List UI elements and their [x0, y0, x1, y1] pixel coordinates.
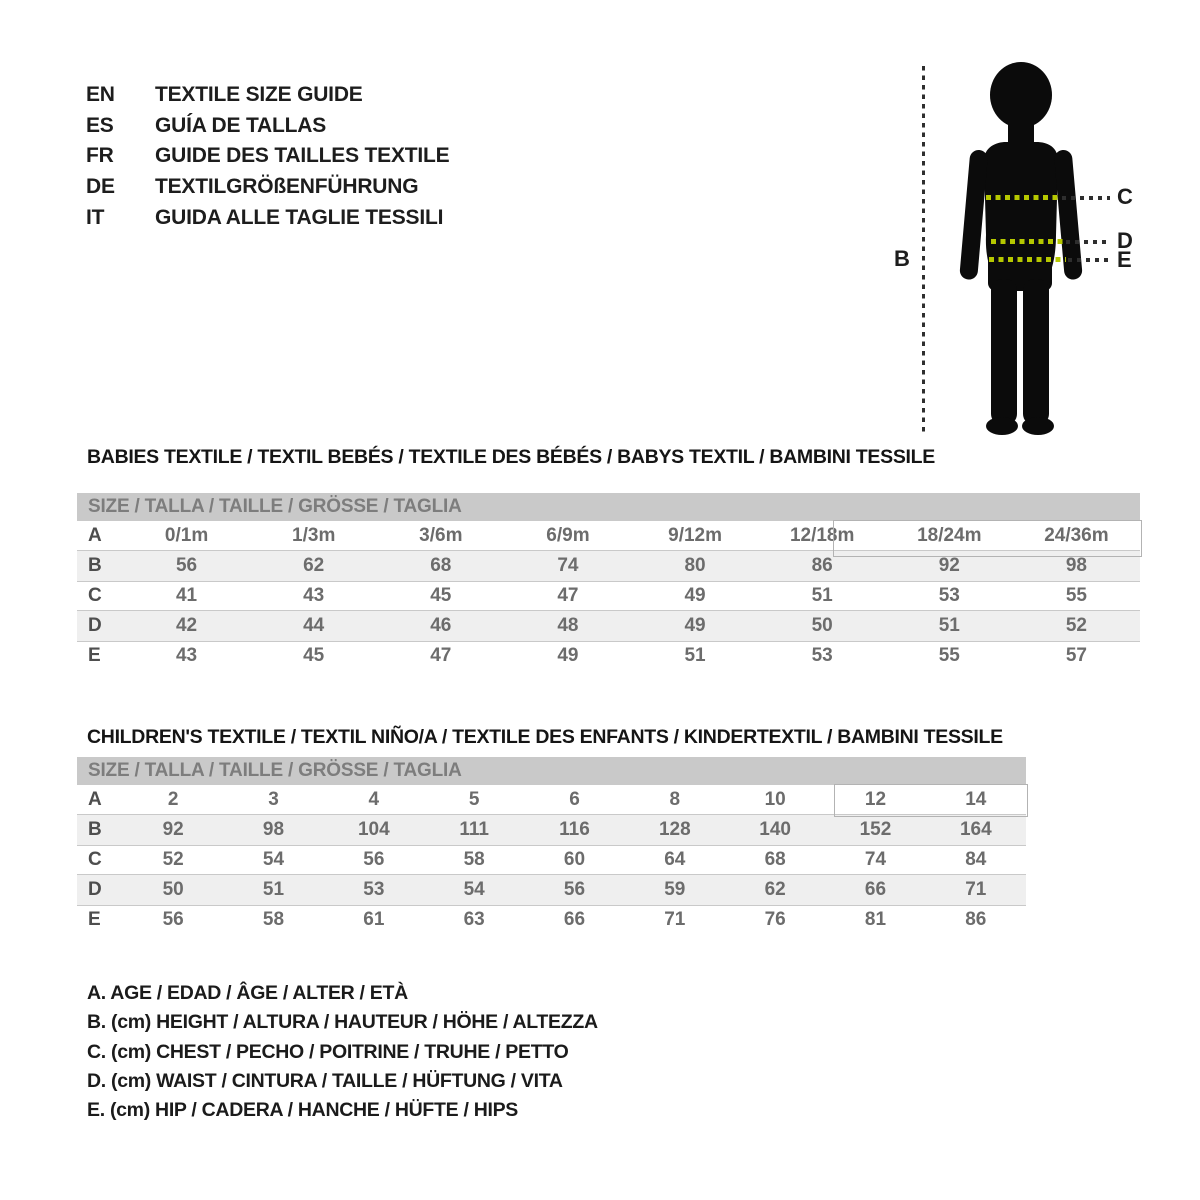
- table-cell: 58: [463, 849, 485, 870]
- table-cell: 62: [303, 555, 325, 576]
- row-label: E: [88, 909, 101, 930]
- selected-size-highlight: [834, 784, 1028, 817]
- table-cell: 6: [569, 789, 580, 810]
- table-cell: 98: [262, 819, 285, 840]
- children-section-title: CHILDREN'S TEXTILE / TEXTIL NIÑO/A / TEXTILE DES ENFANTS / KINDERTEXTIL / BAMBINI TESSILE: [87, 726, 1003, 748]
- table-cell: 74: [864, 849, 887, 870]
- table-cell: 111: [459, 819, 489, 840]
- table-cell: 3: [268, 789, 279, 810]
- table-cell: 51: [811, 585, 833, 606]
- row-label: A: [88, 525, 102, 546]
- language-row-es: [86, 111, 449, 142]
- table-cell: 52: [1065, 615, 1087, 636]
- table-cell: 41: [175, 585, 198, 606]
- table-cell: 48: [557, 615, 579, 636]
- table-cell: 55: [938, 645, 960, 666]
- table-cell: 10: [764, 789, 786, 810]
- chest-measure-label: C: [1117, 184, 1133, 209]
- table-cell: 63: [463, 909, 485, 930]
- height-measure-label: B: [894, 246, 910, 271]
- language-code: EN: [86, 83, 115, 107]
- table-cell: 86: [811, 555, 833, 576]
- table-cell: 54: [463, 879, 485, 900]
- table-cell: 92: [162, 819, 184, 840]
- legend-line-height: B. (cm) HEIGHT / ALTURA / HAUTEUR / HÖHE / ALTEZZA: [87, 1011, 598, 1034]
- table-cell: 84: [965, 849, 987, 870]
- table-cell: 61: [363, 909, 385, 930]
- chest-measure-dotted-line: [986, 195, 1060, 200]
- table-cell: 76: [764, 909, 786, 930]
- language-code: DE: [86, 175, 115, 199]
- babies-section-title: BABIES TEXTILE / TEXTIL BEBÉS / TEXTILE DES BÉBÉS / BABYS TEXTIL / BAMBINI TESSILE: [87, 446, 935, 468]
- table-cell: 152: [859, 819, 892, 840]
- table-cell: 0/1m: [164, 525, 209, 546]
- table-cell: 24/36m: [1044, 525, 1109, 546]
- table-cell: 64: [664, 849, 686, 870]
- table-cell: 12: [864, 789, 887, 810]
- table-cell: 50: [811, 615, 833, 636]
- table-cell: 71: [664, 909, 686, 930]
- table-cell: 57: [1065, 645, 1087, 666]
- measurement-legend: [87, 979, 598, 1125]
- children-size-table: [77, 757, 1026, 935]
- table-cell: 2: [167, 789, 179, 810]
- table-cell: 45: [303, 645, 325, 666]
- chest-measure-leader-line: [1062, 196, 1110, 200]
- table-cell: 1/3m: [292, 525, 336, 546]
- table-cell: 12/18m: [789, 525, 855, 546]
- table-cell: 53: [363, 879, 385, 900]
- table-cell: 4: [368, 789, 380, 810]
- legend-line-waist: D. (cm) WAIST / CINTURA / TAILLE / HÜFTUNG / VITA: [87, 1070, 563, 1093]
- language-code: IT: [86, 205, 105, 229]
- table-cell: 43: [175, 645, 198, 666]
- hip-measure-dotted-line: [989, 257, 1066, 262]
- row-label: D: [88, 615, 102, 636]
- language-row-fr: [86, 141, 449, 172]
- table-cell: 18/24m: [917, 525, 982, 546]
- table-cell: 9/12m: [668, 525, 722, 546]
- table-cell: 6/9m: [546, 525, 590, 546]
- table-row-d: [77, 875, 1026, 905]
- table-cell: 51: [684, 645, 706, 666]
- row-label: B: [88, 819, 102, 840]
- table-cell: 45: [430, 585, 452, 606]
- table-cell: 66: [864, 879, 887, 900]
- table-cell: 116: [559, 819, 590, 840]
- table-cell: 46: [430, 615, 452, 636]
- child-silhouette-image: [958, 57, 1098, 437]
- table-cell: 104: [357, 819, 390, 840]
- table-cell: 54: [262, 849, 285, 870]
- row-label: B: [88, 555, 102, 576]
- table-cell: 74: [557, 555, 579, 576]
- table-cell: 50: [162, 879, 184, 900]
- table-cell: 140: [759, 819, 791, 840]
- height-measure-dashed-line: [922, 66, 925, 436]
- table-row-b: [77, 815, 1026, 845]
- table-row-d: [77, 611, 1140, 641]
- table-cell: 80: [684, 555, 706, 576]
- hip-measure-label: E: [1117, 247, 1132, 272]
- language-row-it: [86, 202, 449, 233]
- table-cell: 56: [162, 909, 184, 930]
- table-cell: 43: [303, 585, 325, 606]
- row-label: E: [88, 645, 101, 666]
- language-row-en: [86, 80, 449, 111]
- table-cell: 66: [563, 909, 586, 930]
- table-cell: 14: [965, 789, 987, 810]
- table-cell: 71: [965, 879, 987, 900]
- row-label: C: [88, 849, 102, 870]
- table-cell: 49: [684, 585, 706, 606]
- table-cell: 47: [557, 585, 579, 606]
- table-cell: 44: [303, 615, 325, 636]
- table-cell: 62: [764, 879, 786, 900]
- table-cell: 51: [262, 879, 285, 900]
- table-cell: 128: [658, 819, 691, 840]
- row-label: C: [88, 585, 102, 606]
- guide-title: TEXTILGRÖßENFÜHRUNG: [155, 175, 419, 199]
- table-cell: 51: [938, 615, 960, 636]
- size-table-header: SIZE / TALLA / TAILLE / GRÖSSE / TAGLIA: [77, 757, 1026, 785]
- legend-line-hip: E. (cm) HIP / CADERA / HANCHE / HÜFTE / HIPS: [87, 1099, 519, 1122]
- table-cell: 68: [764, 849, 786, 870]
- table-row-c: [77, 581, 1140, 611]
- table-row-e: [77, 905, 1026, 935]
- size-table-header: SIZE / TALLA / TAILLE / GRÖSSE / TAGLIA: [77, 493, 1140, 521]
- table-cell: 56: [363, 849, 385, 870]
- table-cell: 86: [965, 909, 987, 930]
- language-title-list: [86, 80, 449, 233]
- table-cell: 49: [684, 615, 706, 636]
- legend-line-age: A. AGE / EDAD / ÂGE / ALTER / ETÀ: [87, 982, 408, 1005]
- table-row-c: [77, 845, 1026, 875]
- table-cell: 53: [811, 645, 833, 666]
- table-cell: 98: [1065, 555, 1087, 576]
- table-cell: 56: [175, 555, 198, 576]
- table-row-e: [77, 641, 1140, 671]
- hip-measure-leader-line: [1068, 258, 1110, 262]
- row-label: D: [88, 879, 102, 900]
- waist-measure-label: D: [1117, 228, 1133, 253]
- babies-size-table: [77, 493, 1140, 671]
- guide-title: GUIDE DES TAILLES TEXTILE: [155, 144, 450, 168]
- table-cell: 55: [1065, 585, 1087, 606]
- guide-title: GUIDA ALLE TAGLIE TESSILI: [155, 205, 444, 229]
- table-cell: 52: [162, 849, 184, 870]
- table-cell: 49: [557, 645, 579, 666]
- table-cell: 5: [468, 789, 480, 810]
- legend-line-chest: C. (cm) CHEST / PECHO / POITRINE / TRUHE / PETTO: [87, 1040, 569, 1063]
- guide-title: TEXTILE SIZE GUIDE: [155, 83, 363, 107]
- table-cell: 53: [938, 585, 960, 606]
- row-label: A: [88, 789, 102, 810]
- guide-title: GUÍA DE TALLAS: [155, 113, 327, 137]
- table-cell: 42: [175, 615, 198, 636]
- language-row-de: [86, 172, 449, 203]
- table-cell: 60: [563, 849, 586, 870]
- table-cell: 164: [959, 819, 992, 840]
- selected-size-highlight: [833, 520, 1142, 557]
- table-cell: 47: [430, 645, 452, 666]
- language-code: ES: [86, 113, 114, 137]
- table-cell: 58: [262, 909, 285, 930]
- language-code: FR: [86, 144, 114, 168]
- waist-measure-leader-line: [1066, 240, 1110, 244]
- table-cell: 81: [864, 909, 887, 930]
- waist-measure-dotted-line: [991, 239, 1064, 244]
- table-cell: 8: [669, 789, 681, 810]
- table-cell: 59: [664, 879, 686, 900]
- table-cell: 56: [563, 879, 586, 900]
- table-cell: 3/6m: [419, 525, 463, 546]
- table-cell: 92: [938, 555, 960, 576]
- table-cell: 68: [430, 555, 452, 576]
